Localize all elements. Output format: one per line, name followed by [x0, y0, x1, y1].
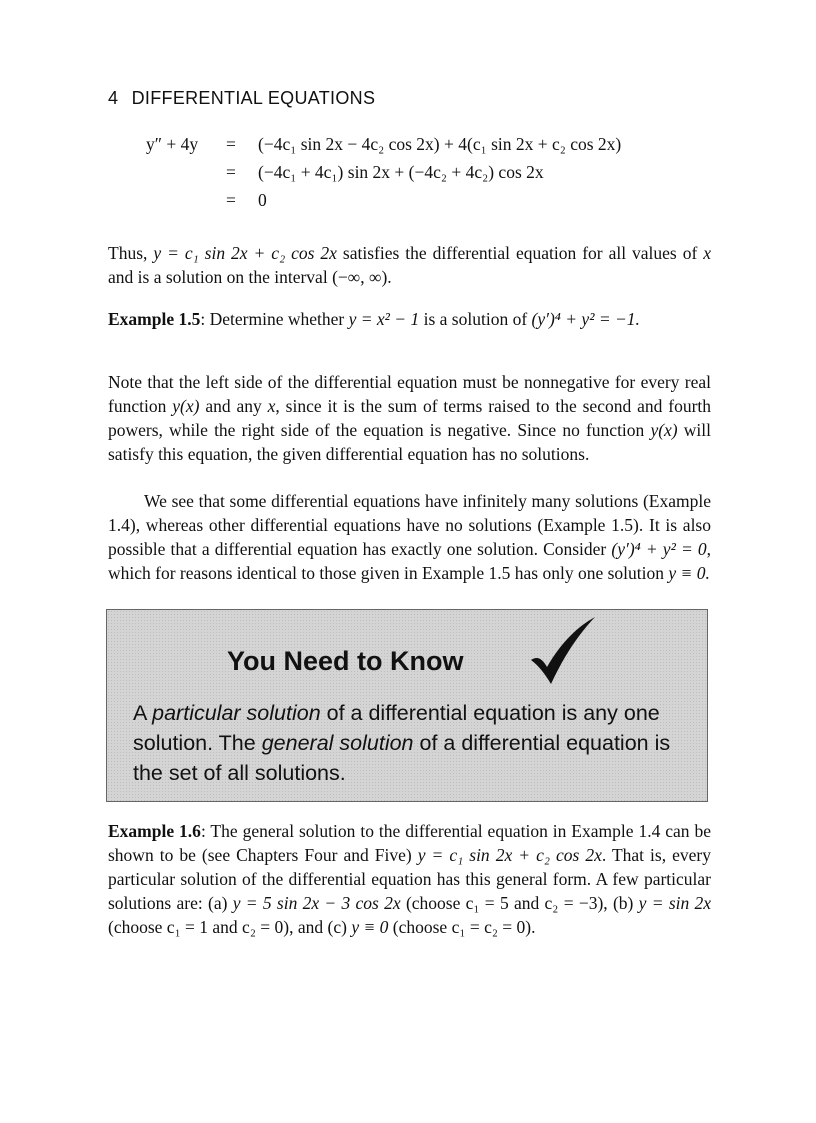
thus-text-3: and is a solution on the interval — [108, 267, 328, 287]
solution: y ≡ 0. — [668, 563, 710, 583]
note-text-3: , since it is the sum of terms raised to the second and fourth powers, while the right side of the equation is negative. Since no function — [108, 396, 712, 440]
page-header — [108, 88, 375, 109]
you-need-to-know-callout — [106, 609, 708, 802]
paragraph-see — [108, 489, 711, 585]
callout-text: A — [133, 701, 147, 725]
note-text-4: will satisfy this equation, the given differential equation has no solutions. — [108, 420, 712, 464]
choose-c: (choose c₁ = c₂ = 0). — [392, 917, 536, 937]
example-text: : Determine whether — [200, 309, 345, 329]
running-title: DIFFERENTIAL EQUATIONS — [131, 88, 376, 108]
thus-text: Thus, — [108, 243, 148, 263]
example-label: Example 1.6 — [108, 821, 201, 841]
see-text: We see that some differential equations have infinitely many solutions (Example 1.4), whereas other differential equations have no solutions (Example 1.5). It is also possible that a differential equation has exactly one solution. Consider — [108, 491, 711, 559]
see-text-2: , which for reasons identical to those given in Example 1.5 has only one solution — [108, 539, 712, 583]
note-text: Note that the left side of the differential equation must be nonnegative for every real function — [108, 372, 711, 416]
solution-c: y ≡ 0 — [351, 917, 389, 937]
note-text-2: and any — [205, 396, 262, 416]
choose-b: (choose c₁ = 1 and c₂ = 0), and — [108, 917, 324, 937]
equation-sign-3: = — [226, 190, 236, 210]
equation-lhs: y″ + 4y — [146, 134, 199, 154]
label-c: (c) — [327, 917, 347, 937]
choose-a: (choose c₁ = 5 and c₂ = −3), — [405, 893, 608, 913]
solution-b: y = sin 2x — [638, 893, 712, 913]
equation-rhs-1: (−4c₁ sin 2x − 4c₂ cos 2x) + 4(c₁ sin 2x + c₂ cos 2x) — [258, 134, 622, 154]
example-1-6 — [108, 819, 711, 939]
function-expression: y = x² − 1 — [348, 309, 420, 329]
example-text-2: . That is, every particular solution of the differential equation has this general form. A few particular solutions are: (a) — [108, 845, 711, 913]
variable-x: x — [267, 396, 276, 416]
equation-sign-1: = — [226, 134, 236, 154]
equation-rhs-3: 0 — [258, 190, 267, 210]
example-text: : The general solution to the differential equation in Example 1.4 can be shown to be (see Chapters Four and Five) — [108, 821, 711, 865]
y-of-x: y(x) — [650, 420, 678, 440]
term-particular-solution: particular solution — [152, 701, 321, 725]
solution-a: y = 5 sin 2x − 3 cos 2x — [232, 893, 401, 913]
variable-x: x — [703, 243, 712, 263]
solution-expression: y = c₁ sin 2x + c₂ cos 2x — [153, 243, 337, 263]
callout-body — [133, 698, 693, 788]
callout-title: You Need to Know — [227, 646, 464, 676]
paragraph-thus — [108, 241, 711, 289]
y-of-x: y(x) — [172, 396, 200, 416]
term-general-solution: general solution — [261, 731, 414, 755]
example-label: Example 1.5 — [108, 309, 201, 329]
paragraph-note — [108, 370, 711, 466]
general-expression: y = c₁ sin 2x + c₂ cos 2x — [417, 845, 602, 865]
equation-sign-2: = — [226, 162, 236, 182]
equation: (y′)⁴ + y² = −1. — [531, 309, 640, 329]
page-number: 4 — [108, 88, 119, 108]
checkmark-icon — [527, 614, 599, 686]
callout-text-2: of a differential equation is any one solution. The — [133, 701, 660, 755]
example-text-2: is a solution of — [423, 309, 528, 329]
equation-rhs-2: (−4c₁ + 4c₁) sin 2x + (−4c₂ + 4c₂) cos 2x — [258, 162, 544, 182]
thus-text-2: satisfies the differential equation for all values of — [342, 243, 698, 263]
interval: (−∞, ∞). — [332, 267, 392, 287]
example-1-5 — [108, 307, 711, 331]
label-b: (b) — [612, 893, 634, 913]
callout-text-3: of a differential equation is the set of all solutions. — [133, 731, 671, 785]
equation: (y′)⁴ + y² = 0 — [611, 539, 707, 559]
